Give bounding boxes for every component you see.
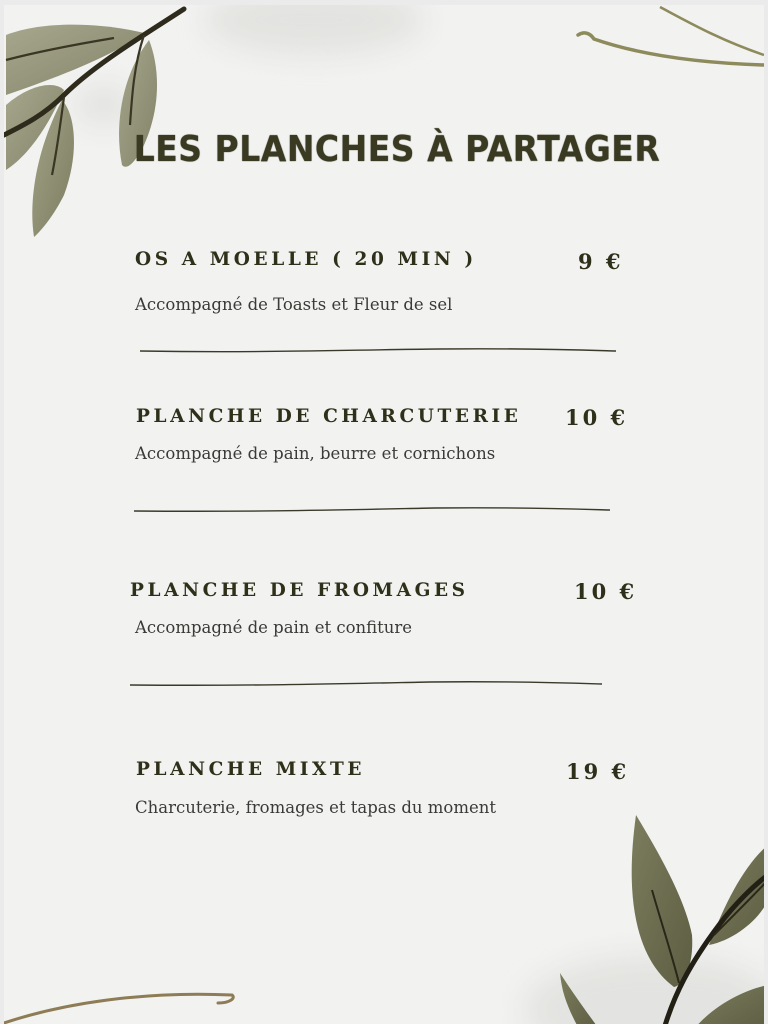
menu-item-description: Accompagné de pain et confiture xyxy=(135,618,413,637)
menu-item-price: 10 € xyxy=(565,405,629,430)
menu-item-name: PLANCHE DE CHARCUTERIE xyxy=(136,406,522,427)
brush-stroke-icon xyxy=(4,983,244,1024)
menu-item-name: PLANCHE MIXTE xyxy=(136,759,366,780)
menu-item-price: 9 € xyxy=(578,249,624,274)
divider xyxy=(140,345,616,355)
menu-item-price: 19 € xyxy=(566,759,630,784)
menu-item-description: Charcuterie, fromages et tapas du moment xyxy=(135,798,497,817)
divider xyxy=(130,678,602,688)
menu-item-description: Accompagné de pain, beurre et cornichons xyxy=(135,444,496,463)
menu-item-name: PLANCHE DE FROMAGES xyxy=(130,580,469,601)
page-title: LES PLANCHES À PARTAGER xyxy=(133,127,661,170)
brush-stroke-icon xyxy=(560,5,764,75)
menu-item-description: Accompagné de Toasts et Fleur de sel xyxy=(135,295,453,314)
watercolor-wash xyxy=(204,5,424,55)
divider xyxy=(134,504,610,514)
leaf-branch-icon xyxy=(4,5,204,245)
leaf-branch-icon xyxy=(544,805,764,1024)
menu-item-name: OS A MOELLE ( 20 MIN ) xyxy=(135,249,477,270)
menu-item-price: 10 € xyxy=(574,579,638,604)
menu-page xyxy=(4,5,764,1024)
